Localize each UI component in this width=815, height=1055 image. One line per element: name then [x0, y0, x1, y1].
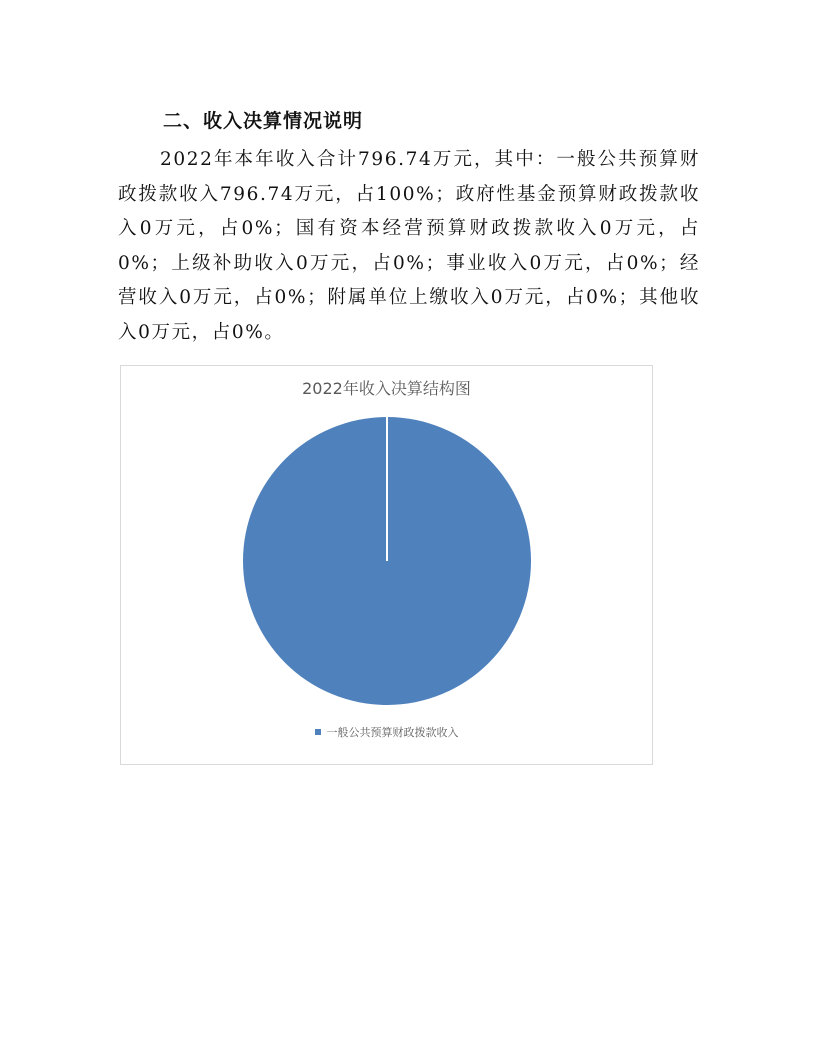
- legend-label: 一般公共预算财政拨款收入: [326, 726, 459, 739]
- chart-title: 2022年收入决算结构图: [302, 379, 471, 398]
- pie-chart-canvas: [121, 366, 652, 764]
- chart-legend: [121, 724, 652, 740]
- income-structure-chart: [120, 365, 653, 765]
- section-heading: 二、收入决算情况说明: [163, 110, 364, 132]
- income-summary-paragraph: 2022年本年收入合计796.74万元，其中：一般公共预算财政拨款收入796.74万元，占100%；政府性基金预算财政拨款收入0万元，占0%；国有资本经营预算财政拨款收入0万元，占0%；上级补助收入0万元，占0%；事业收入0万元，占0%；经营收入0万元，占0%；附属单位上缴收入0万元，占0%；其他收入0万元，占0%。: [118, 149, 700, 343]
- legend-swatch: [315, 729, 321, 735]
